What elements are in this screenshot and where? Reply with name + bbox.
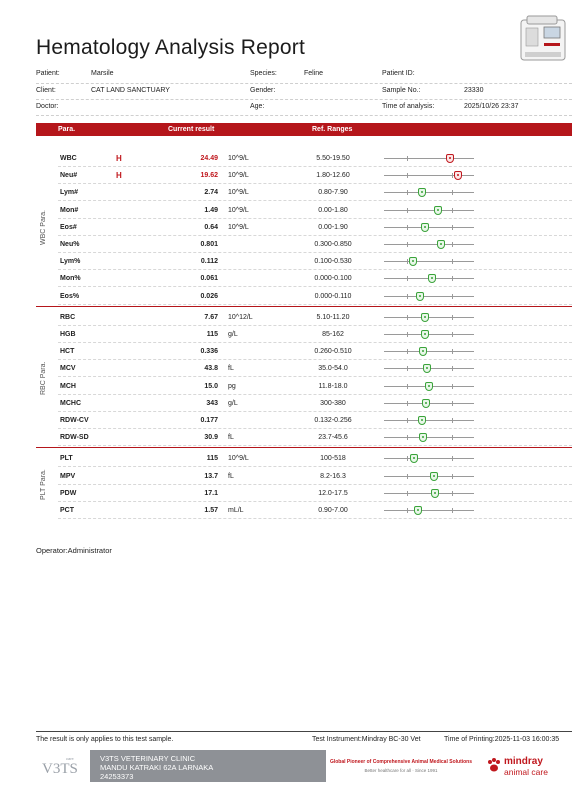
result-unit: 10^9/L	[228, 206, 249, 214]
range-tick	[452, 366, 453, 371]
param-name: PLT	[60, 455, 73, 463]
range-bar	[384, 261, 474, 262]
normal-marker-icon	[418, 416, 426, 425]
info-divider	[36, 115, 572, 116]
time-value: 2025/10/26 23:37	[464, 103, 519, 110]
table-row	[36, 236, 572, 253]
group-label: WBC Para.	[40, 209, 47, 245]
result-unit: fL	[228, 365, 234, 373]
range-tick	[407, 508, 408, 513]
table-row	[36, 468, 572, 485]
normal-marker-icon	[422, 399, 430, 408]
param-name: HGB	[60, 331, 76, 338]
param-name: WBC	[60, 155, 77, 162]
table-row	[36, 485, 572, 502]
result-value: 1.49	[204, 206, 218, 214]
range-tick	[407, 401, 408, 406]
result-unit: 10^9/L	[228, 223, 249, 231]
mindray-logo	[486, 754, 572, 780]
result-value: 115	[206, 331, 218, 338]
range-tick	[407, 435, 408, 440]
info-divider	[36, 99, 572, 100]
result-unit: 10^9/L	[228, 172, 249, 180]
range-tick	[452, 384, 453, 389]
table-row	[36, 412, 572, 429]
clinic-name: V3TS VETERINARY CLINIC	[100, 754, 196, 763]
result-value: 0.061	[200, 275, 218, 283]
reference-range: 12.0-17.5	[318, 489, 348, 497]
reference-range: 85-162	[322, 331, 344, 338]
range-tick	[452, 173, 453, 178]
range-tick	[407, 474, 408, 479]
range-bar	[384, 244, 474, 245]
client-label: Client:	[36, 87, 56, 94]
brand-sub: animal care	[504, 767, 548, 777]
reference-range: 0.100-0.530	[314, 258, 352, 266]
normal-marker-icon	[410, 454, 418, 463]
reference-range: 0.260-0.510	[314, 348, 352, 356]
normal-marker-icon	[421, 313, 429, 322]
range-tick	[407, 456, 408, 461]
range-bar	[384, 458, 474, 459]
range-bar	[384, 175, 474, 176]
table-row	[36, 184, 572, 201]
result-value: 2.74	[204, 189, 218, 197]
analyzer-device-icon	[517, 14, 569, 62]
range-bar	[384, 227, 474, 228]
normal-marker-icon	[430, 472, 438, 481]
patient-id-label: Patient ID:	[382, 70, 415, 77]
param-name: Lym#	[60, 189, 79, 197]
range-tick	[407, 418, 408, 423]
range-tick	[452, 242, 453, 247]
range-tick	[407, 242, 408, 247]
high-marker-icon	[454, 171, 462, 180]
result-value: 343	[206, 399, 218, 407]
param-name: Eos%	[60, 292, 80, 300]
high-marker-icon	[446, 154, 454, 163]
reference-range: 0.000-0.100	[314, 275, 352, 283]
range-bar	[384, 510, 474, 511]
table-row	[36, 253, 572, 270]
reference-range: 8.2-16.3	[320, 472, 346, 480]
result-value: 0.336	[200, 348, 218, 356]
result-value: 0.112	[200, 258, 218, 266]
range-tick	[407, 208, 408, 213]
result-unit: fL	[228, 472, 234, 480]
range-tick	[407, 384, 408, 389]
clinic-address	[90, 750, 326, 782]
param-name: Eos#	[60, 223, 77, 231]
table-row	[36, 502, 572, 519]
result-unit: mL/L	[228, 507, 244, 514]
client-value: CAT LAND SANCTUARY	[91, 87, 170, 94]
normal-marker-icon	[421, 223, 429, 232]
reference-range: 100-518	[320, 455, 346, 463]
range-tick	[452, 208, 453, 213]
table-header	[36, 123, 572, 136]
normal-marker-icon	[434, 206, 442, 215]
group-label: PLT Para.	[40, 469, 47, 501]
range-bar	[384, 158, 474, 159]
table-row	[36, 326, 572, 343]
group-label: RBC Para.	[40, 360, 47, 395]
param-name: Mon#	[60, 206, 79, 214]
svg-text:care: care	[66, 756, 74, 761]
flag-indicator: H	[116, 154, 122, 163]
range-bar	[384, 493, 474, 494]
range-tick	[407, 156, 408, 161]
tagline-sub: Better healthcare for all · Since 1991	[364, 768, 438, 773]
result-value: 15.0	[204, 382, 218, 390]
range-tick	[452, 332, 453, 337]
param-name: RDW-CV	[60, 417, 89, 424]
footer-divider	[36, 731, 572, 732]
range-bar	[384, 420, 474, 421]
result-value: 30.9	[204, 434, 218, 442]
result-value: 13.7	[204, 472, 218, 480]
operator-text: Operator:Administrator	[36, 546, 112, 555]
range-tick	[407, 225, 408, 230]
footer-note: The result is only applies to this test sample.	[36, 736, 174, 743]
range-bar	[384, 476, 474, 477]
range-tick	[407, 294, 408, 299]
table-row	[36, 202, 572, 219]
group-divider	[36, 306, 572, 307]
reference-range: 0.000-0.110	[314, 292, 352, 300]
range-tick	[452, 259, 453, 264]
param-name: Neu#	[60, 172, 78, 180]
range-bar	[384, 334, 474, 335]
normal-marker-icon	[418, 188, 426, 197]
range-tick	[452, 190, 453, 195]
param-name: MPV	[60, 472, 76, 480]
reference-range: 0.300-0.850	[314, 241, 352, 248]
range-bar	[384, 403, 474, 404]
range-tick	[452, 294, 453, 299]
column-header-result: Current result	[168, 126, 215, 133]
param-name: RDW-SD	[60, 434, 89, 442]
table-row	[36, 150, 572, 167]
report-title: Hematology Analysis Report	[36, 36, 305, 59]
result-value: 0.64	[204, 223, 218, 231]
normal-marker-icon	[414, 506, 422, 515]
result-unit: 10^12/L	[228, 313, 253, 321]
range-tick	[452, 401, 453, 406]
patient-label: Patient:	[36, 70, 60, 77]
svg-text:V3TS: V3TS	[42, 761, 78, 777]
reference-range: 5.10-11.20	[316, 313, 350, 321]
param-name: MCV	[60, 365, 76, 373]
reference-range: 1.80-12.60	[316, 172, 350, 180]
paw-icon	[486, 757, 502, 775]
table-row	[36, 288, 572, 305]
param-name: Lym%	[60, 258, 81, 266]
normal-marker-icon	[419, 347, 427, 356]
gender-label: Gender:	[250, 87, 276, 94]
table-row	[36, 343, 572, 360]
reference-range: 35.0-54.0	[318, 365, 348, 373]
param-name: Mon%	[60, 275, 81, 283]
table-row	[36, 167, 572, 184]
age-label: Age:	[250, 103, 265, 110]
result-value: 115	[206, 455, 218, 463]
table-row	[36, 270, 572, 287]
flag-indicator: H	[116, 171, 122, 181]
normal-marker-icon	[423, 364, 431, 373]
range-tick	[407, 276, 408, 281]
info-divider	[36, 83, 572, 84]
group-divider	[36, 447, 572, 448]
normal-marker-icon	[428, 274, 436, 283]
param-name: PCT	[60, 507, 74, 514]
range-tick	[452, 276, 453, 281]
param-name: RBC	[60, 313, 76, 321]
result-unit: 10^9/L	[228, 189, 249, 197]
brand-tagline	[326, 750, 476, 782]
reference-range: 0.00-1.80	[318, 206, 348, 214]
range-tick	[452, 474, 453, 479]
range-tick	[407, 190, 408, 195]
range-tick	[407, 349, 408, 354]
result-unit: g/L	[228, 331, 238, 338]
param-name: PDW	[60, 489, 77, 497]
range-bar	[384, 210, 474, 211]
range-tick	[407, 315, 408, 320]
reference-range: 11.8-18.0	[318, 382, 348, 390]
table-row	[36, 309, 572, 326]
result-value: 43.8	[204, 365, 218, 373]
range-tick	[407, 259, 408, 264]
normal-marker-icon	[416, 292, 424, 301]
reference-range: 300-380	[320, 399, 346, 407]
table-row	[36, 395, 572, 412]
param-name: MCH	[60, 382, 76, 390]
range-tick	[452, 349, 453, 354]
param-name: HCT	[60, 348, 75, 356]
param-name: Neu%	[60, 241, 80, 248]
result-unit: g/L	[228, 399, 238, 407]
result-value: 7.67	[204, 313, 218, 321]
reference-range: 0.132-0.256	[314, 417, 352, 424]
result-value: 0.801	[200, 241, 218, 248]
clinic-banner	[36, 750, 572, 782]
normal-marker-icon	[425, 382, 433, 391]
result-value: 17.1	[204, 489, 218, 497]
range-tick	[452, 315, 453, 320]
range-bar	[384, 278, 474, 279]
normal-marker-icon	[409, 257, 417, 266]
range-bar	[384, 386, 474, 387]
range-tick	[452, 225, 453, 230]
result-unit: 10^9/L	[228, 455, 249, 463]
range-bar	[384, 296, 474, 297]
normal-marker-icon	[419, 433, 427, 442]
reference-range: 5.50-19.50	[316, 155, 350, 162]
result-value: 19.62	[200, 172, 218, 180]
normal-marker-icon	[437, 240, 445, 249]
range-bar	[384, 192, 474, 193]
row-separator	[58, 445, 572, 446]
reference-range: 23.7-45.6	[318, 434, 348, 442]
range-bar	[384, 368, 474, 369]
footer-instrument: Test Instrument:Mindray BC-30 Vet	[312, 736, 421, 743]
sample-label: Sample No.:	[382, 87, 421, 94]
footer-print-time: Time of Printing:2025-11-03 16:00:35	[444, 736, 560, 743]
range-tick	[452, 491, 453, 496]
row-separator	[58, 518, 572, 519]
table-row	[36, 450, 572, 467]
tagline-main: Global Pioneer of Comprehensive Animal Medical Solutions	[329, 759, 473, 765]
row-separator	[58, 304, 572, 305]
range-tick	[407, 173, 408, 178]
normal-marker-icon	[421, 330, 429, 339]
range-tick	[452, 456, 453, 461]
reference-range: 0.00-1.90	[318, 223, 348, 231]
range-bar	[384, 437, 474, 438]
patient-value: Marsile	[91, 70, 114, 77]
range-bar	[384, 351, 474, 352]
column-header-param: Para.	[58, 126, 76, 133]
clinic-logo	[36, 750, 90, 782]
result-value: 24.49	[200, 155, 218, 162]
time-label: Time of analysis:	[382, 103, 435, 110]
range-tick	[407, 491, 408, 496]
sample-value: 23330	[464, 87, 484, 94]
normal-marker-icon	[431, 489, 439, 498]
table-row	[36, 429, 572, 446]
result-unit: 10^9/L	[228, 155, 249, 162]
range-tick	[407, 332, 408, 337]
table-row	[36, 360, 572, 377]
range-tick	[452, 435, 453, 440]
table-row	[36, 219, 572, 236]
table-row	[36, 378, 572, 395]
brand-name: mindray	[504, 756, 543, 767]
result-value: 0.026	[200, 292, 218, 300]
result-unit: pg	[228, 382, 236, 390]
species-value: Feline	[304, 70, 324, 77]
reference-range: 0.90-7.00	[318, 507, 348, 514]
result-value: 0.177	[200, 417, 218, 424]
clinic-street: MANDU KATRAKI 62A LARNAKA	[100, 763, 214, 772]
doctor-label: Doctor:	[36, 103, 59, 110]
species-label: Species:	[250, 70, 277, 77]
range-tick	[407, 366, 408, 371]
result-value: 1.57	[204, 507, 218, 514]
clinic-phone: 24253373	[100, 772, 134, 781]
column-header-ref: Ref. Ranges	[312, 126, 353, 133]
result-unit: fL	[228, 434, 234, 442]
reference-range: 0.80-7.90	[318, 189, 348, 197]
range-bar	[384, 317, 474, 318]
range-tick	[452, 418, 453, 423]
param-name: MCHC	[60, 399, 81, 407]
clinic-logo-icon	[36, 750, 90, 782]
range-tick	[452, 508, 453, 513]
